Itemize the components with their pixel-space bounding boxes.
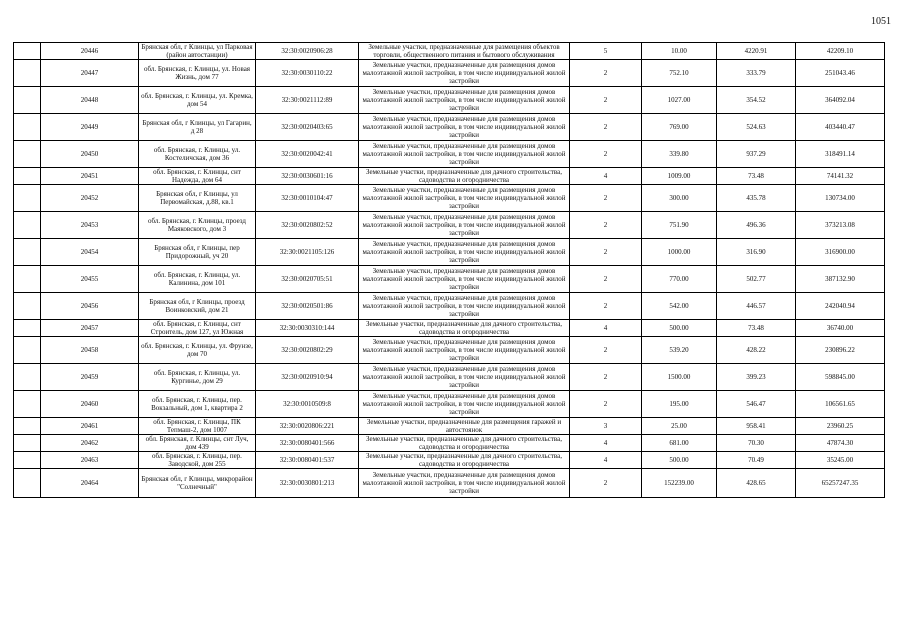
table-row — [14, 469, 885, 498]
cell-cadastral-value: 35245.00 — [796, 452, 885, 469]
cell-blank — [14, 452, 41, 469]
cell-cadastral-value: 598845.00 — [796, 364, 885, 391]
cell-cadastral-value: 251043.46 — [796, 60, 885, 87]
cell-blank — [14, 337, 41, 364]
cell-area: 769.00 — [642, 114, 717, 141]
cell-land-use: Земельные участки, предназначенные для размещения гаражей и автостоянок — [359, 418, 570, 435]
cell-land-use: Земельные участки, предназначенные для размещения домов малоэтажной жилой застройки, в том числе индивидуальной жилой застройки — [359, 266, 570, 293]
cell-group: 2 — [570, 337, 642, 364]
cell-group: 2 — [570, 185, 642, 212]
cell-specific-value: 316.90 — [717, 239, 796, 266]
cell-blank — [14, 43, 41, 60]
cell-group: 4 — [570, 452, 642, 469]
cell-area: 1000.00 — [642, 239, 717, 266]
table-row — [14, 293, 885, 320]
table-row — [14, 168, 885, 185]
table-body — [14, 43, 885, 498]
cell-address: обл. Брянская, г. Клинцы, снт Строитель, дом 127, ул Южная — [139, 320, 256, 337]
cell-group: 2 — [570, 293, 642, 320]
table-row — [14, 364, 885, 391]
cell-cadastral-value: 230896.22 — [796, 337, 885, 364]
cell-cadastral-value: 47874.30 — [796, 435, 885, 452]
cell-group: 2 — [570, 87, 642, 114]
cell-specific-value: 937.29 — [717, 141, 796, 168]
cell-land-use: Земельные участки, предназначенные для дачного строительства, садоводства и огородничества — [359, 168, 570, 185]
cell-specific-value: 70.30 — [717, 435, 796, 452]
cell-blank — [14, 87, 41, 114]
cell-address: Брянская обл, г Клинцы, ул Гагарин, д 28 — [139, 114, 256, 141]
cell-cadastral-number: 32:30:0021112:89 — [256, 87, 359, 114]
cell-cadastral-value: 106561.65 — [796, 391, 885, 418]
table-row — [14, 418, 885, 435]
cell-cadastral-number: 32:30:0020906:28 — [256, 43, 359, 60]
cell-blank — [14, 364, 41, 391]
cell-cadastral-number: 32:30:0030310:144 — [256, 320, 359, 337]
cell-blank — [14, 114, 41, 141]
cell-land-use: Земельные участки, предназначенные для размещения домов малоэтажной жилой застройки, в том числе индивидуальной жилой застройки — [359, 239, 570, 266]
cell-area: 339.80 — [642, 141, 717, 168]
cell-specific-value: 4220.91 — [717, 43, 796, 60]
cell-area: 1027.00 — [642, 87, 717, 114]
cell-cadastral-number: 32:30:0020705:51 — [256, 266, 359, 293]
cell-land-use: Земельные участки, предназначенные для размещения домов малоэтажной жилой застройки, в том числе индивидуальной жилой застройки — [359, 469, 570, 498]
table-row — [14, 43, 885, 60]
cell-area: 681.00 — [642, 435, 717, 452]
cell-specific-value: 446.57 — [717, 293, 796, 320]
cell-cadastral-number: 32:30:0020802:52 — [256, 212, 359, 239]
cell-address: обл. Брянская, г. Клинцы, пер. Вокзальный, дом 1, квартира 2 — [139, 391, 256, 418]
cell-number: 20463 — [41, 452, 139, 469]
cell-number: 20459 — [41, 364, 139, 391]
cell-cadastral-value: 316900.00 — [796, 239, 885, 266]
cell-land-use: Земельные участки, предназначенные для размещения домов малоэтажной жилой застройки, в том числе индивидуальной жилой застройки — [359, 293, 570, 320]
cell-specific-value: 73.48 — [717, 320, 796, 337]
table-row — [14, 185, 885, 212]
cadastral-value-table — [13, 42, 885, 498]
cell-cadastral-value: 387132.90 — [796, 266, 885, 293]
cell-area: 25.00 — [642, 418, 717, 435]
cell-group: 4 — [570, 320, 642, 337]
cell-address: обл. Брянская, г. Клинцы, снт Надежда, дом 64 — [139, 168, 256, 185]
cell-blank — [14, 469, 41, 498]
cell-specific-value: 354.52 — [717, 87, 796, 114]
cell-number: 20453 — [41, 212, 139, 239]
cell-address: обл. Брянская, г. Клинцы, ул. Калинина, дом 101 — [139, 266, 256, 293]
cell-address: обл. Брянская, г. Клинцы, ул. Новая Жизнь, дом 77 — [139, 60, 256, 87]
cell-cadastral-value: 42209.10 — [796, 43, 885, 60]
cell-specific-value: 428.65 — [717, 469, 796, 498]
cell-address: обл. Брянская, г. Клинцы, снт Луч, дом 439 — [139, 435, 256, 452]
cell-number: 20447 — [41, 60, 139, 87]
cell-specific-value: 546.47 — [717, 391, 796, 418]
cell-specific-value: 524.63 — [717, 114, 796, 141]
cell-cadastral-value: 130734.00 — [796, 185, 885, 212]
cell-address: обл. Брянская, г. Клинцы, ПК Тепмаш-2, дом 1007 — [139, 418, 256, 435]
table-row — [14, 239, 885, 266]
cell-land-use: Земельные участки, предназначенные для дачного строительства, садоводства и огородничества — [359, 435, 570, 452]
table-row — [14, 60, 885, 87]
cell-group: 2 — [570, 391, 642, 418]
cell-area: 1500.00 — [642, 364, 717, 391]
cell-group: 2 — [570, 141, 642, 168]
cell-cadastral-number: 32:30:0020403:65 — [256, 114, 359, 141]
cell-number: 20449 — [41, 114, 139, 141]
cell-cadastral-number: 32:30:0080401:566 — [256, 435, 359, 452]
cell-cadastral-number: 32:30:0020042:41 — [256, 141, 359, 168]
cell-group: 2 — [570, 364, 642, 391]
table-row — [14, 337, 885, 364]
cell-cadastral-number: 32:30:0020806:221 — [256, 418, 359, 435]
cell-cadastral-value: 36740.00 — [796, 320, 885, 337]
cell-group: 2 — [570, 239, 642, 266]
cell-specific-value: 958.41 — [717, 418, 796, 435]
cell-area: 752.10 — [642, 60, 717, 87]
cell-cadastral-number: 32:30:0030110:22 — [256, 60, 359, 87]
cell-cadastral-number: 32:30:0010509:8 — [256, 391, 359, 418]
cell-land-use: Земельные участки, предназначенные для размещения домов малоэтажной жилой застройки, в том числе индивидуальной жилой застройки — [359, 87, 570, 114]
cell-address: обл. Брянская, г. Клинцы, проезд Маяковского, дом 3 — [139, 212, 256, 239]
cell-cadastral-number: 32:30:0020802:29 — [256, 337, 359, 364]
cell-specific-value: 333.79 — [717, 60, 796, 87]
cell-land-use: Земельные участки, предназначенные для размещения домов малоэтажной жилой застройки, в том числе индивидуальной жилой застройки — [359, 141, 570, 168]
cell-group: 2 — [570, 60, 642, 87]
cell-blank — [14, 239, 41, 266]
cell-land-use: Земельные участки, предназначенные для размещения домов малоэтажной жилой застройки, в том числе индивидуальной жилой застройки — [359, 391, 570, 418]
cell-address: обл. Брянская, г. Клинцы, ул. Фрунзе, дом 70 — [139, 337, 256, 364]
cell-number: 20460 — [41, 391, 139, 418]
cell-address: обл. Брянская, г. Клинцы, ул. Кремка, дом 54 — [139, 87, 256, 114]
cell-specific-value: 496.36 — [717, 212, 796, 239]
cell-number: 20464 — [41, 469, 139, 498]
cell-number: 20448 — [41, 87, 139, 114]
cell-area: 751.90 — [642, 212, 717, 239]
cell-blank — [14, 168, 41, 185]
cell-address: Брянская обл, г Клинцы, пер Придорожный, уч 20 — [139, 239, 256, 266]
cell-cadastral-number: 32:30:0021105:126 — [256, 239, 359, 266]
cell-specific-value: 70.49 — [717, 452, 796, 469]
cell-blank — [14, 60, 41, 87]
cell-address: Брянская обл, г Клинцы, проезд Воинковский, дом 21 — [139, 293, 256, 320]
cell-cadastral-value: 403440.47 — [796, 114, 885, 141]
cell-blank — [14, 293, 41, 320]
cell-specific-value: 73.48 — [717, 168, 796, 185]
cell-number: 20450 — [41, 141, 139, 168]
table-row — [14, 320, 885, 337]
cell-blank — [14, 185, 41, 212]
cell-area: 1009.00 — [642, 168, 717, 185]
cell-group: 2 — [570, 266, 642, 293]
table-row — [14, 141, 885, 168]
table-row — [14, 391, 885, 418]
page-number: 1051 — [871, 16, 891, 27]
cell-group: 4 — [570, 435, 642, 452]
cell-blank — [14, 435, 41, 452]
cell-number: 20455 — [41, 266, 139, 293]
cell-area: 539.20 — [642, 337, 717, 364]
cell-cadastral-value: 74141.32 — [796, 168, 885, 185]
cell-number: 20457 — [41, 320, 139, 337]
table-row — [14, 266, 885, 293]
cell-cadastral-number: 32:30:0030601:16 — [256, 168, 359, 185]
cell-number: 20458 — [41, 337, 139, 364]
cell-specific-value: 399.23 — [717, 364, 796, 391]
cell-area: 500.00 — [642, 320, 717, 337]
table-row — [14, 435, 885, 452]
cell-cadastral-number: 32:30:0020910:94 — [256, 364, 359, 391]
cell-area: 770.00 — [642, 266, 717, 293]
table-row — [14, 114, 885, 141]
cell-area: 195.00 — [642, 391, 717, 418]
cell-address: Брянская обл, г Клинцы, микрорайон "Солнечный" — [139, 469, 256, 498]
cell-land-use: Земельные участки, предназначенные для размещения домов малоэтажной жилой застройки, в том числе индивидуальной жилой застройки — [359, 60, 570, 87]
cell-blank — [14, 212, 41, 239]
cell-number: 20451 — [41, 168, 139, 185]
cell-land-use: Земельные участки, предназначенные для дачного строительства, садоводства и огородничества — [359, 452, 570, 469]
cell-cadastral-value: 65257247.35 — [796, 469, 885, 498]
cell-address: Брянская обл, г Клинцы, ул Парковая (район автостанции) — [139, 43, 256, 60]
cell-cadastral-number: 32:30:0020501:86 — [256, 293, 359, 320]
cell-number: 20452 — [41, 185, 139, 212]
cell-specific-value: 428.22 — [717, 337, 796, 364]
cell-land-use: Земельные участки, предназначенные для размещения объектов торговли, общественного питания и бытового обслуживания — [359, 43, 570, 60]
cell-specific-value: 435.78 — [717, 185, 796, 212]
table-row — [14, 212, 885, 239]
cell-number: 20456 — [41, 293, 139, 320]
cell-cadastral-number: 32:30:0080401:537 — [256, 452, 359, 469]
cell-group: 4 — [570, 168, 642, 185]
cell-area: 10.00 — [642, 43, 717, 60]
cell-blank — [14, 320, 41, 337]
cell-cadastral-number: 32:30:0030801:213 — [256, 469, 359, 498]
cell-cadastral-value: 23960.25 — [796, 418, 885, 435]
cell-blank — [14, 391, 41, 418]
cell-land-use: Земельные участки, предназначенные для размещения домов малоэтажной жилой застройки, в том числе индивидуальной жилой застройки — [359, 212, 570, 239]
cell-land-use: Земельные участки, предназначенные для размещения домов малоэтажной жилой застройки, в том числе индивидуальной жилой застройки — [359, 364, 570, 391]
cell-address: обл. Брянская, г. Клинцы, пер. Заводской, дом 255 — [139, 452, 256, 469]
cell-land-use: Земельные участки, предназначенные для размещения домов малоэтажной жилой застройки, в том числе индивидуальной жилой застройки — [359, 114, 570, 141]
cell-group: 5 — [570, 43, 642, 60]
cell-blank — [14, 266, 41, 293]
cell-area: 500.00 — [642, 452, 717, 469]
cell-specific-value: 502.77 — [717, 266, 796, 293]
cell-group: 3 — [570, 418, 642, 435]
cell-number: 20446 — [41, 43, 139, 60]
cell-cadastral-value: 364092.04 — [796, 87, 885, 114]
cell-land-use: Земельные участки, предназначенные для размещения домов малоэтажной жилой застройки, в том числе индивидуальной жилой застройки — [359, 337, 570, 364]
cell-address: обл. Брянская, г. Клинцы, ул. Кургинье, дом 29 — [139, 364, 256, 391]
table-row — [14, 452, 885, 469]
cell-number: 20462 — [41, 435, 139, 452]
cell-land-use: Земельные участки, предназначенные для дачного строительства, садоводства и огородничества — [359, 320, 570, 337]
cell-cadastral-value: 242040.94 — [796, 293, 885, 320]
cell-number: 20461 — [41, 418, 139, 435]
cell-area: 152239.00 — [642, 469, 717, 498]
cell-land-use: Земельные участки, предназначенные для размещения домов малоэтажной жилой застройки, в том числе индивидуальной жилой застройки — [359, 185, 570, 212]
cell-blank — [14, 141, 41, 168]
cell-address: обл. Брянская, г. Клинцы, ул. Костеличская, дом 36 — [139, 141, 256, 168]
cell-cadastral-value: 373213.08 — [796, 212, 885, 239]
cell-group: 2 — [570, 469, 642, 498]
cell-area: 542.00 — [642, 293, 717, 320]
cell-group: 2 — [570, 114, 642, 141]
cell-group: 2 — [570, 212, 642, 239]
cell-cadastral-value: 318491.14 — [796, 141, 885, 168]
table-row — [14, 87, 885, 114]
cell-number: 20454 — [41, 239, 139, 266]
cell-address: Брянская обл, г Клинцы, ул Первомайская, д.88, кв.1 — [139, 185, 256, 212]
cell-blank — [14, 418, 41, 435]
cell-cadastral-number: 32:30:0010104:47 — [256, 185, 359, 212]
cell-area: 300.00 — [642, 185, 717, 212]
